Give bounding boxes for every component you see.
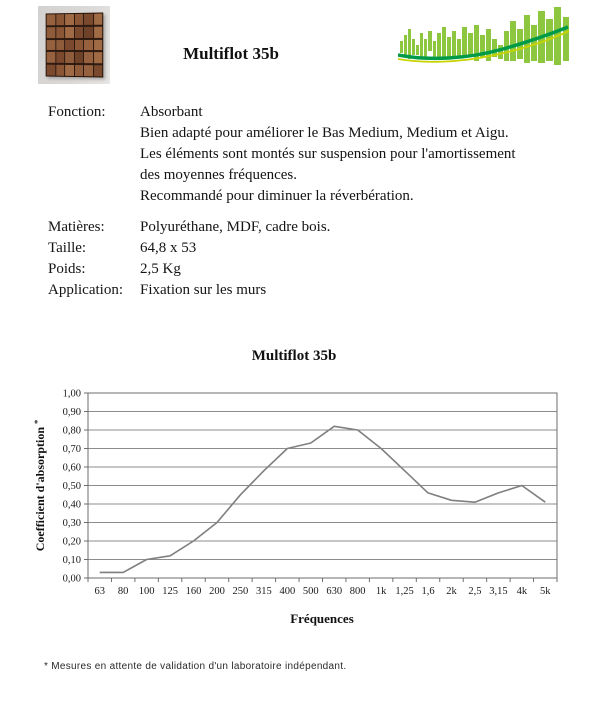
spec-row-matieres: [48, 217, 330, 238]
svg-text:1,6: 1,6: [421, 586, 435, 597]
svg-text:1,25: 1,25: [395, 586, 414, 597]
svg-text:1,00: 1,00: [62, 388, 81, 400]
svg-text:250: 250: [232, 586, 249, 597]
svg-text:0,80: 0,80: [62, 425, 81, 437]
chart-xlabel: Fréquences: [290, 611, 354, 626]
footnote: * Mesures en attente de validation d'un laboratoire indépendant.: [44, 661, 347, 672]
spec-value: 2,5 Kg: [140, 261, 181, 277]
product-photo: [38, 6, 110, 84]
spec-value: Polyuréthane, MDF, cadre bois.: [140, 219, 331, 235]
section-specs: [48, 217, 330, 301]
spec-row-application: [48, 280, 330, 301]
spec-value: 64,8 x 53: [140, 240, 197, 256]
svg-text:0,20: 0,20: [62, 536, 81, 548]
svg-text:160: 160: [185, 586, 202, 597]
svg-text:800: 800: [349, 586, 366, 597]
spec-label: Taille:: [48, 240, 87, 256]
svg-text:400: 400: [279, 586, 296, 597]
fonction-line: Recommandé pour diminuer la réverbération.: [140, 188, 414, 204]
page-title: Multiflot 35b: [183, 44, 279, 63]
fonction-label: Fonction:: [48, 104, 106, 120]
svg-text:200: 200: [209, 586, 225, 597]
svg-text:0,00: 0,00: [62, 573, 81, 585]
svg-text:0,90: 0,90: [62, 407, 81, 418]
section-fonction: [48, 102, 516, 207]
spec-label: Application:: [48, 282, 123, 298]
acoustic-panel-image: [46, 12, 104, 77]
spec-label: Matières:: [48, 219, 105, 235]
svg-text:0,30: 0,30: [62, 518, 81, 529]
svg-text:100: 100: [138, 586, 155, 597]
svg-text:80: 80: [117, 586, 129, 597]
absorption-chart: [28, 386, 572, 608]
svg-text:0,50: 0,50: [62, 481, 81, 492]
fonction-text: [140, 102, 516, 207]
svg-text:0,10: 0,10: [62, 555, 81, 566]
svg-text:4k: 4k: [516, 586, 528, 597]
spec-value: Fixation sur les murs: [140, 282, 267, 298]
svg-text:Coefficient d'absorption *: Coefficient d'absorption *: [32, 419, 47, 552]
svg-text:2k: 2k: [446, 586, 457, 597]
svg-text:1k: 1k: [375, 586, 387, 597]
svg-text:0,40: 0,40: [62, 499, 81, 511]
svg-text:2,5: 2,5: [468, 586, 482, 597]
svg-text:0,60: 0,60: [62, 462, 81, 474]
spec-row-taille: [48, 238, 330, 259]
svg-text:500: 500: [302, 586, 319, 597]
spec-label: Poids:: [48, 261, 86, 277]
svg-text:315: 315: [256, 586, 272, 597]
fonction-line: Absorbant: [140, 104, 203, 120]
fonction-line: des moyennes fréquences.: [140, 167, 298, 183]
svg-text:5k: 5k: [540, 586, 551, 597]
svg-text:3,15: 3,15: [489, 586, 508, 597]
svg-text:0,70: 0,70: [62, 444, 81, 455]
svg-text:125: 125: [162, 586, 178, 597]
fonction-line: Les éléments sont montés sur suspension pour l'amortissement: [140, 146, 516, 162]
brand-logo-icon: [398, 5, 570, 77]
svg-text:63: 63: [94, 586, 105, 597]
spec-row-poids: [48, 259, 330, 280]
chart-title: Multiflot 35b: [251, 348, 337, 364]
fonction-line: Bien adapté pour améliorer le Bas Medium, Medium et Aigu.: [140, 125, 509, 141]
svg-text:630: 630: [326, 586, 343, 597]
